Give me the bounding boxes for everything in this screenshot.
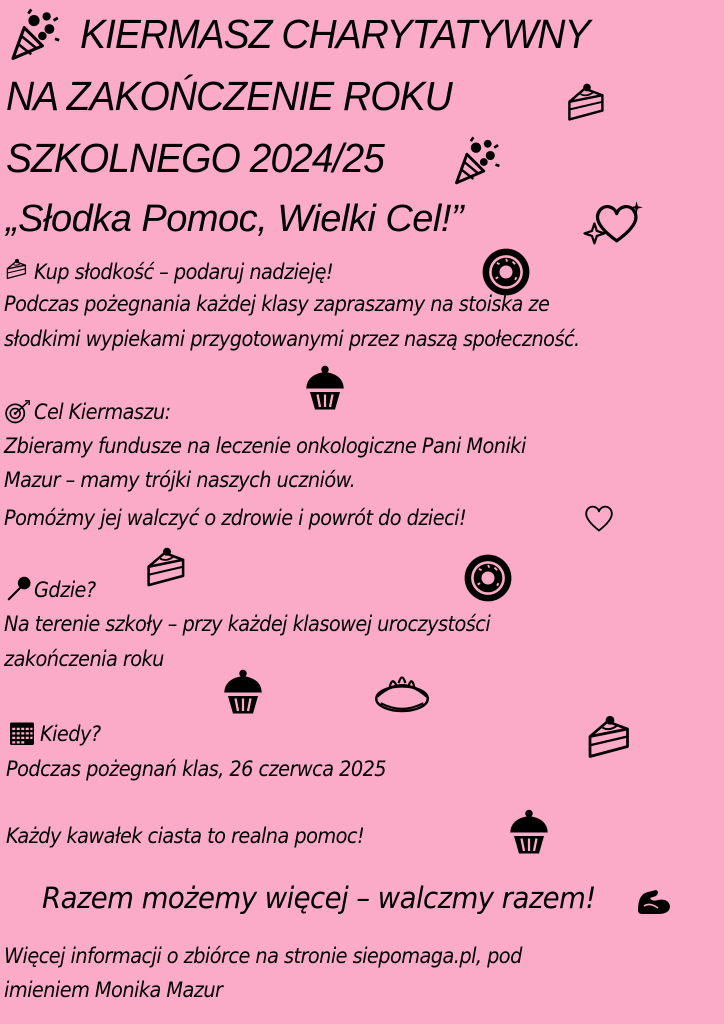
flexed-biceps-icon [634,886,674,916]
title-line-1: KIERMASZ CHARYTATYWNY [80,11,590,57]
cake-slice-icon [4,258,30,282]
help-text: Każdy kawałek ciasta to realna pomoc! [6,824,365,848]
calendar-icon [6,718,38,748]
sparkling-heart-icon [582,196,644,246]
donut-icon [460,552,516,604]
where-heading: Gdzie? [34,578,96,602]
together-text: Razem możemy więcej – walczmy razem! [42,881,596,915]
cupcake-icon [504,804,554,858]
heart-icon [582,503,616,533]
goal-text-line-2: Mazur – mamy trójki naszych uczniów. [4,468,356,492]
pie-icon [374,668,430,716]
when-text: Podczas pożegnań klas, 26 czerwca 2025 [6,757,387,781]
cake-slice-icon [564,82,610,126]
cake-slice-icon [144,546,190,592]
slogan: „Słodka Pomoc, Wielki Cel!” [6,198,464,240]
title-line-3: SZKOLNEGO 2024/25 [6,135,384,181]
cupcake-icon [300,360,350,414]
cake-slice-icon [584,714,636,764]
party-popper-icon [446,136,506,188]
goal-text-line-1: Zbieramy fundusze na leczenie onkologiczne Pani Moniki [4,434,526,458]
party-popper-icon [4,8,64,64]
when-heading: Kiedy? [40,722,101,746]
where-text-line-2: zakończenia roku [4,647,164,671]
title-line-2: NA ZAKOŃCZENIE ROKU [6,73,452,119]
target-icon [4,398,32,426]
info-line-2: imieniem Monika Mazur [4,978,223,1002]
buy-text-line-2: słodkimi wypiekami przygotowanymi przez naszą społeczność. [4,327,580,351]
donut-icon [478,246,534,298]
goal-text-line-3: Pomóżmy jej walczyć o zdrowie i powrót do dzieci! [4,506,467,530]
pin-icon [6,574,34,602]
buy-text-line-1: Podczas pożegnania każdej klasy zapraszamy na stoiska ze [4,292,550,316]
where-text-line-1: Na terenie szkoły – przy każdej klasowej uroczystości [4,612,491,636]
cupcake-icon [218,664,268,718]
info-line-1: Więcej informacji o zbiórce na stronie siepomaga.pl, pod [4,944,522,968]
buy-heading: Kup słodkość – podaruj nadzieję! [34,260,334,284]
goal-heading: Cel Kiermaszu: [34,400,171,424]
